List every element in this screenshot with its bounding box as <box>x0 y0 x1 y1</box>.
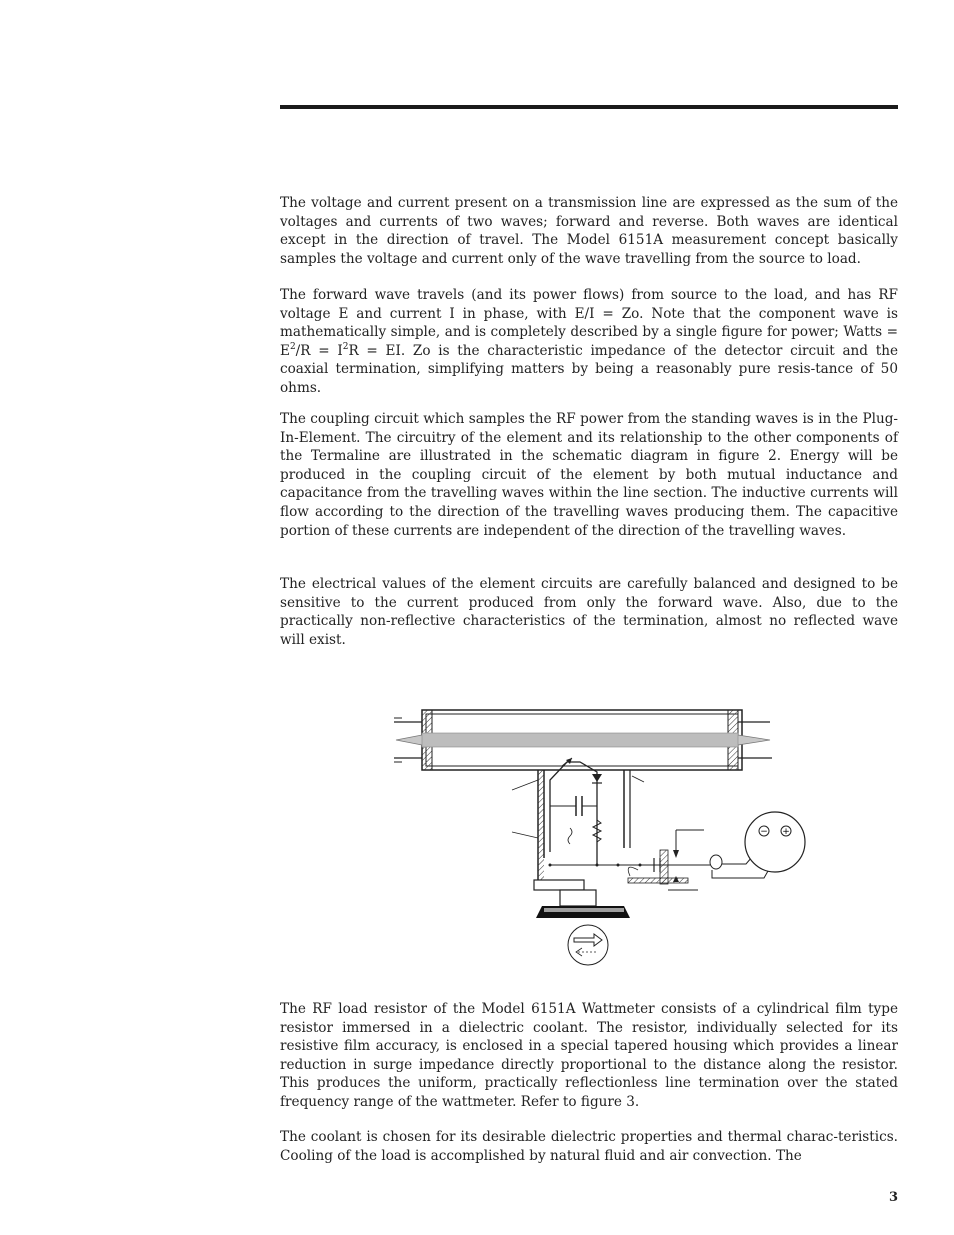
superscript: 2 <box>342 341 349 352</box>
element-knob <box>534 880 630 918</box>
meter-minus-terminal: − <box>760 827 768 837</box>
header-rule <box>280 105 898 109</box>
text-fragment: R = EI. Zo is the characteristic impedance of the detector circuit and the coaxial termination, simplifying matters by being a reasonably pure resis-tance of 50 ohms. <box>280 342 899 396</box>
schematic-diagram <box>392 700 790 970</box>
paragraph-coolant: The coolant is chosen for its desirable dielectric properties and thermal charac-teristics. Cooling of the load is accomplished by natural fluid and air convection. The <box>280 1129 898 1164</box>
text-fragment: /R = I <box>295 342 343 359</box>
meter <box>745 812 805 872</box>
superscript: 2 <box>289 341 296 352</box>
page-number: 3 <box>888 1190 898 1205</box>
schematic-svg <box>392 700 790 970</box>
line-section <box>394 710 772 770</box>
paragraph-coupling-circuit: The coupling circuit which samples the RF power from the standing waves is in the Plug-In-Element. The circuitry of the element and its relationship to the other components of the Termaline are illustrated in the schematic diagram in figure 2. Energy will be produced in the coupling circuit of the element by both mutual inductance and capacitance from the travelling waves within the line section. The inductive currents will flow according to the direction of the travelling waves producing them. The capacitive portion of these currents are independent of the direction of the travelling waves. <box>280 411 898 539</box>
paragraph-forward-wave <box>280 286 898 398</box>
direction-arrow-icon <box>568 925 608 965</box>
paragraph-rf-load-resistor: The RF load resistor of the Model 6151A Wattmeter consists of a cylindrical film type resistor immersed in a dielectric coolant. The resistor, individually selected for its resistive film accuracy, is enclosed in a special tapered housing which provides a linear reduction in surge impedance directly proportional to the distance along the resistor. This produces the uniform, practically reflectionless line termination over the stated frequency range of the wattmeter. Refer to figure 3. <box>280 1001 898 1110</box>
paragraph-wave-concept: The voltage and current present on a transmission line are expressed as the sum of the voltages and currents of two waves; forward and reverse. Both waves are identical except in the direction of travel. The Model 6151A measurement concept basically samples the voltage and current only of the wave travelling from the source to load. <box>280 195 898 267</box>
meter-plus-terminal: + <box>782 827 790 837</box>
paragraph-element-balance: The electrical values of the element circuits are carefully balanced and designed to be sensitive to the current produced from only the forward wave. Also, due to the practically non-reflective characteristics of the termination, almost no reflected wave will exist. <box>280 576 898 648</box>
plug-in-element <box>512 758 682 890</box>
text-fragment: The forward wave travels (and its power flows) from source to the load, and has RF voltage E and current I in phase, with E/I = Zo. Note that the component wave is mathematically simple, and is completely described by a single figure for power; Watts = E <box>280 287 898 359</box>
